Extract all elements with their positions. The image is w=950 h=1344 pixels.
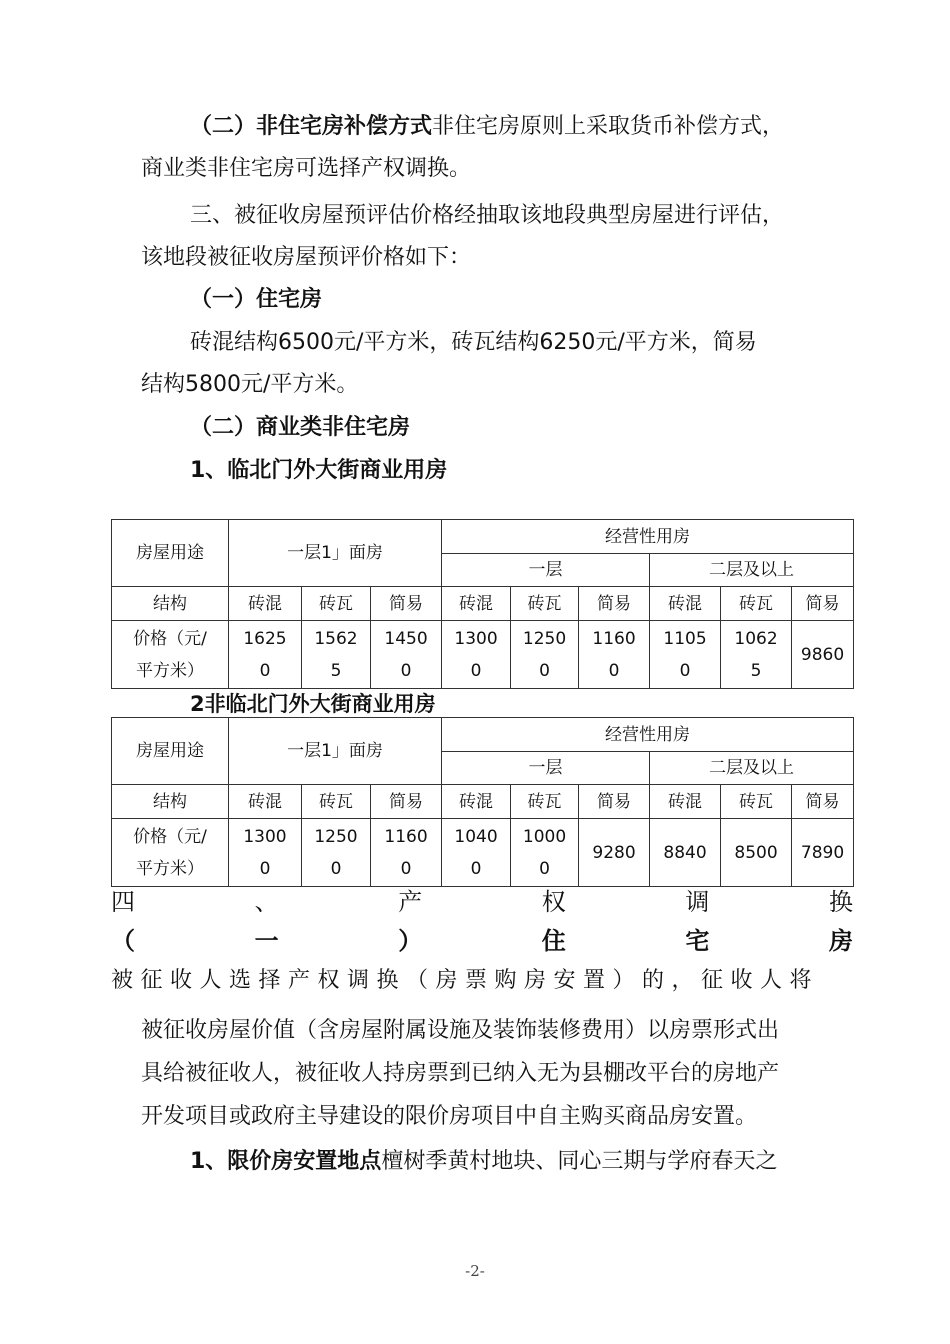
header-structure: 结构 <box>112 587 229 621</box>
price-part: 0 <box>539 660 550 681</box>
header-use: 房屋用途 <box>112 520 229 587</box>
price-part: 0 <box>259 858 271 879</box>
price-cell <box>371 621 442 689</box>
price-part: 8500 <box>734 842 778 863</box>
price-cell <box>511 819 579 887</box>
para-nonresidential-compensation <box>190 112 784 142</box>
price-part: 5 <box>330 660 342 681</box>
price-label-line: 价格（元/ <box>133 826 207 847</box>
price-part: 0 <box>259 660 271 681</box>
price-cell <box>579 819 650 887</box>
heading-char: （ <box>111 927 135 955</box>
price-cell <box>792 621 854 689</box>
structure-cell: 砖混 <box>229 587 302 621</box>
price-part: 0 <box>400 660 412 681</box>
heading-char: ） <box>398 927 423 955</box>
price-cell <box>650 621 721 689</box>
price-label-line: 平方米） <box>136 858 204 879</box>
para-placement-location <box>190 1147 777 1177</box>
price-part: 1250 <box>314 826 358 847</box>
header-price <box>112 621 229 689</box>
price-cell <box>371 819 442 887</box>
price-part: 1062 <box>734 628 778 649</box>
price-cell <box>792 819 854 887</box>
heading-char: 调 <box>685 888 710 916</box>
heading-commercial: （二）商业类非住宅房 <box>190 415 411 440</box>
price-part: 1300 <box>243 826 287 847</box>
price-cell <box>650 819 721 887</box>
price-cell <box>302 819 371 887</box>
price-cell <box>229 819 302 887</box>
price-part: 0 <box>400 858 412 879</box>
price-cell <box>442 819 511 887</box>
structure-cell: 砖瓦 <box>511 587 579 621</box>
structure-cell: 砖瓦 <box>302 587 371 621</box>
table1-title: 1、临北门外大街商业用房 <box>190 458 448 483</box>
heading-residential: （一）住宅房 <box>190 287 323 312</box>
header-storefront: 一层1」面房 <box>229 718 442 785</box>
heading-char: 住 <box>541 927 566 955</box>
header-storefront: 一层1」面房 <box>229 520 442 587</box>
price-part: 1000 <box>522 826 567 847</box>
price-part: 1105 <box>663 628 707 649</box>
price-part: 1300 <box>454 628 498 649</box>
structure-cell: 砖混 <box>229 785 302 819</box>
price-part: 9860 <box>800 644 845 665</box>
structure-cell: 简易 <box>792 587 854 621</box>
price-cell <box>229 621 302 689</box>
header-price <box>112 819 229 887</box>
header-operating: 经营性用房 <box>442 520 854 554</box>
price-part: 1160 <box>384 826 428 847</box>
price-part: 0 <box>470 858 482 879</box>
price-part: 1625 <box>243 628 287 649</box>
para-line: 商业类非住宅房可选择产权调换。 <box>141 156 472 181</box>
para-line: 被征收房屋价值（含房屋附属设施及装饰装修费用）以房票形式出 <box>141 1018 780 1043</box>
table2-title: 2非临北门外大街商业用房 <box>190 692 436 716</box>
para-heading: 1、限价房安置地点 <box>190 1149 382 1174</box>
price-part: 1562 <box>314 628 358 649</box>
price-label-line: 价格（元/ <box>133 628 207 649</box>
price-cell <box>579 621 650 689</box>
header-operating: 经营性用房 <box>442 718 854 752</box>
subsection-residential-heading <box>111 924 853 958</box>
heading-char: 宅 <box>685 927 710 955</box>
structure-cell: 砖瓦 <box>721 785 792 819</box>
heading-char: 一 <box>254 927 279 955</box>
section-four-heading <box>111 885 853 919</box>
price-label-line: 平方米） <box>136 660 204 681</box>
price-part: 0 <box>539 858 550 879</box>
structure-cell: 简易 <box>371 785 442 819</box>
structure-cell: 砖瓦 <box>511 785 579 819</box>
structure-cell: 简易 <box>792 785 854 819</box>
header-floor1: 一层 <box>442 554 650 587</box>
structure-cell: 简易 <box>579 587 650 621</box>
heading-char: 换 <box>828 888 853 916</box>
structure-cell: 砖混 <box>650 785 721 819</box>
price-cell <box>511 621 579 689</box>
para-line: 开发项目或政府主导建设的限价房项目中自主购买商品房安置。 <box>141 1104 758 1129</box>
price-cell <box>302 621 371 689</box>
para-line: 具给被征收人，被征收人持房票到已纳入无为县棚改平台的房地产 <box>141 1061 780 1086</box>
price-part: 5 <box>750 660 762 681</box>
price-table-1 <box>111 519 854 689</box>
heading-char: 产 <box>398 888 423 916</box>
structure-cell: 简易 <box>579 785 650 819</box>
price-part: 0 <box>608 660 620 681</box>
header-use: 房屋用途 <box>112 718 229 785</box>
para-property-swap: 被征收人选择产权调换（房票购房安置）的，征收人将 <box>111 968 820 993</box>
header-floor2: 二层及以上 <box>650 554 854 587</box>
structure-cell: 砖混 <box>442 587 511 621</box>
para-text: 非住宅房原则上采取货币补偿方式， <box>432 114 785 139</box>
structure-cell: 砖混 <box>442 785 511 819</box>
price-cell <box>442 621 511 689</box>
price-table-2 <box>111 717 854 887</box>
para-text: 檀树季黄村地块、同心三期与学府春天之 <box>381 1149 778 1174</box>
para-section-three: 三、被征收房屋预评估价格经抽取该地段典型房屋进行评估， <box>190 203 785 228</box>
para-heading: （二）非住宅房补偿方式 <box>190 114 433 139</box>
price-part: 7890 <box>800 842 845 863</box>
price-part: 0 <box>679 660 691 681</box>
structure-cell: 砖瓦 <box>302 785 371 819</box>
price-part: 1250 <box>522 628 567 649</box>
price-part: 0 <box>470 660 482 681</box>
page-number: -2- <box>465 1262 485 1280</box>
header-floor2: 二层及以上 <box>650 752 854 785</box>
para-residential-prices: 砖混结构6500元/平方米，砖瓦结构6250元/平方米，简易 <box>190 330 757 355</box>
price-part: 9280 <box>592 842 636 863</box>
header-structure: 结构 <box>112 785 229 819</box>
structure-cell: 砖混 <box>650 587 721 621</box>
heading-char: 房 <box>828 927 853 955</box>
header-floor1: 一层 <box>442 752 650 785</box>
para-line: 结构5800元/平方米。 <box>141 372 359 397</box>
para-line: 该地段被征收房屋预评价格如下： <box>141 245 472 270</box>
structure-cell: 简易 <box>371 587 442 621</box>
heading-char: 权 <box>541 888 566 916</box>
heading-char: 四 <box>111 888 135 916</box>
heading-char: 、 <box>254 888 279 916</box>
price-part: 1450 <box>384 628 428 649</box>
price-part: 0 <box>330 858 342 879</box>
price-part: 1040 <box>454 826 498 847</box>
price-part: 1160 <box>592 628 636 649</box>
price-part: 8840 <box>663 842 707 863</box>
price-cell <box>721 819 792 887</box>
structure-cell: 砖瓦 <box>721 587 792 621</box>
price-cell <box>721 621 792 689</box>
